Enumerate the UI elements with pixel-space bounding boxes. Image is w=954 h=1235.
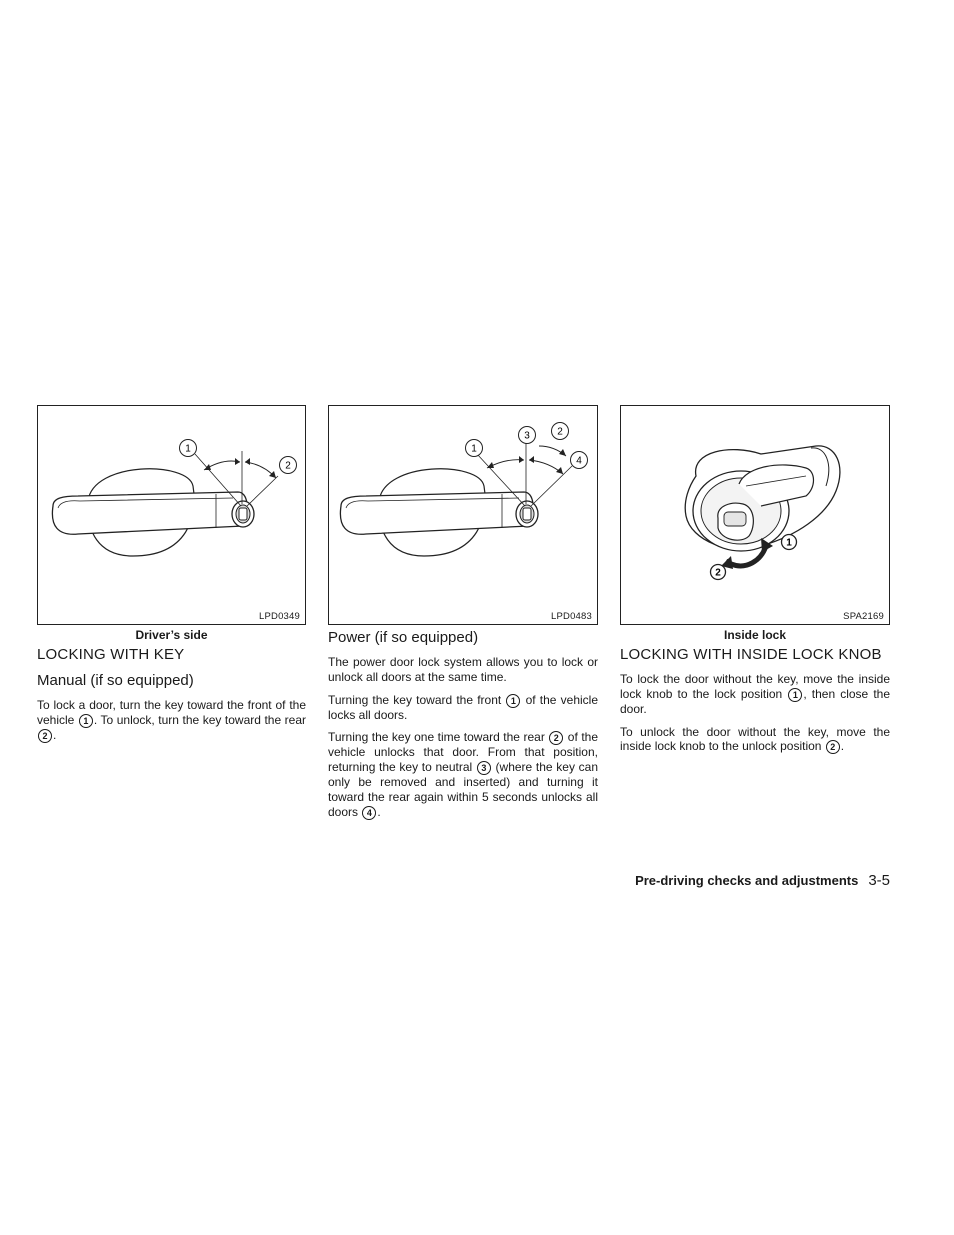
paragraph: To lock a door, turn the key toward the front of the vehicle 1 . To unlock, turn the key toward the rear 2 . <box>37 698 307 742</box>
callout-2: 2 <box>557 426 563 438</box>
figure-caption: Driver’s side <box>135 628 208 642</box>
paragraph: Turning the key one time toward the rear 2 of the vehicle unlocks that door. From that position, returning the key to neutral 3 (where the key can only be removed and inserted) and turning it toward the rear again within 5 seconds unlocks all doors 4 . <box>328 730 598 819</box>
column-left <box>37 405 306 743</box>
figure-code: SPA2169 <box>843 611 884 622</box>
number-marker-2: 2 <box>826 740 840 754</box>
door-handle-illustration <box>329 406 597 624</box>
paragraph: To unlock the door without the key, move the inside lock knob to the unlock position 2 . <box>620 724 890 754</box>
callout-3: 3 <box>524 430 530 442</box>
callout-2: 2 <box>285 460 291 472</box>
figure-drivers-side <box>37 405 306 625</box>
paragraph: Turning the key toward the front 1 of the vehicle locks all doors. <box>328 692 598 722</box>
footer-section-title: Pre-driving checks and adjustments <box>635 873 859 888</box>
number-marker-4: 4 <box>362 806 376 820</box>
number-marker-2: 2 <box>38 729 52 743</box>
section-heading: LOCKING WITH INSIDE LOCK KNOB <box>620 646 882 663</box>
number-marker-1: 1 <box>506 694 520 708</box>
inside-lock-illustration <box>621 406 889 624</box>
paragraph: The power door lock system allows you to lock or unlock all doors at the same time. <box>328 655 598 684</box>
figure-inside-lock <box>620 405 890 625</box>
callout-1: 1 <box>185 443 191 455</box>
number-marker-2: 2 <box>549 731 563 745</box>
number-marker-3: 3 <box>477 761 491 775</box>
column-middle <box>328 405 598 820</box>
figure-code: LPD0483 <box>550 611 592 622</box>
number-marker-1: 1 <box>79 714 93 728</box>
column-right <box>620 405 890 754</box>
page-footer <box>635 872 890 889</box>
subheading: Manual (if so equipped) <box>37 672 194 689</box>
page-number: 3-5 <box>868 872 890 889</box>
callout-2: 2 <box>715 567 721 579</box>
section-heading: LOCKING WITH KEY <box>37 646 185 663</box>
figure-power-lock <box>328 405 598 625</box>
figure-caption: Inside lock <box>723 628 787 642</box>
door-handle-illustration <box>38 406 305 624</box>
figure-code: LPD0349 <box>258 611 300 622</box>
subheading: Power (if so equipped) <box>328 629 479 646</box>
paragraph: To lock the door without the key, move the inside lock knob to the lock position 1 , then close the door. <box>620 672 890 716</box>
callout-1: 1 <box>786 537 792 549</box>
callout-1: 1 <box>471 443 477 455</box>
number-marker-1: 1 <box>788 688 802 702</box>
callout-4: 4 <box>576 455 582 467</box>
